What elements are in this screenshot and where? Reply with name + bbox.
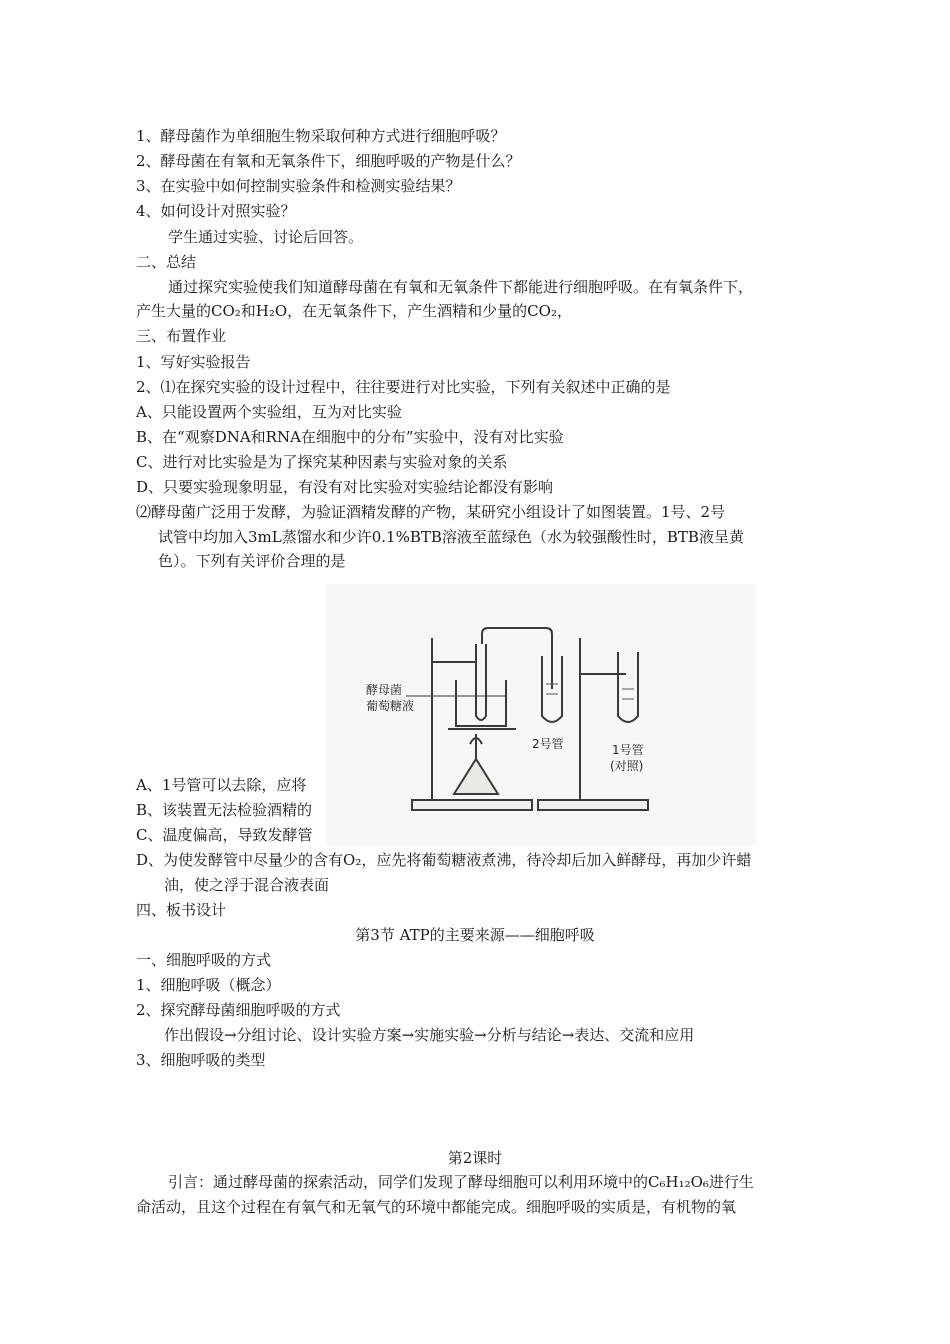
left-stand-base — [412, 800, 532, 810]
q2-line-2: 试管中均加入3mL蒸馏水和少许0.1%BTB溶液至蓝绿色（水为较强酸性时，BTB液呈黄 — [158, 528, 744, 546]
q1-option-c: C、进行对比实验是为了探究某种因素与实验对象的关系 — [136, 453, 508, 471]
tube-1 — [618, 652, 638, 722]
lesson-2-title: 第2课时 — [447, 1149, 503, 1167]
q1-option-d: D、只要实验现象明显，有没有对比实验对实验结论都没有影响 — [136, 478, 554, 496]
homework-1: 1、写好实验报告 — [136, 353, 251, 371]
label-tube-1-note: (对照) — [610, 759, 644, 773]
board-item-2: 1、细胞呼吸（概念） — [136, 976, 281, 994]
label-tube-1: 1号管 — [612, 743, 644, 757]
intro-line-1: 引言：通过酵母菌的探索活动，同学们发现了酵母细胞可以利用环境中的C₆H₁₂O₆进行生 — [168, 1173, 754, 1191]
question-3: 3、在实验中如何控制实验条件和检测实验结果？ — [136, 177, 461, 195]
q2-option-d: D、为使发酵管中尽量少的含有O₂，应先将葡萄糖液煮沸，待冷却后加入鲜酵母，再加少许蜡 — [136, 851, 752, 869]
question-2: 2、酵母菌在有氧和无氧条件下，细胞呼吸的产物是什么？ — [136, 152, 521, 170]
board-item-1: 一、细胞呼吸的方式 — [136, 951, 272, 969]
students-answer: 学生通过实验、讨论后回答。 — [168, 228, 364, 246]
section-3-title: 三、布置作业 — [136, 327, 227, 345]
section-4-title: 四、板书设计 — [136, 901, 227, 919]
right-stand-base — [538, 800, 648, 810]
summary-line-1: 通过探究实验使我们知道酵母菌在有氧和无氧条件下都能进行细胞呼吸。在有氧条件下， — [168, 278, 754, 296]
q2-option-c: C、温度偏高，导致发酵管 — [136, 826, 313, 844]
q2-option-a: A、1号管可以去除，应将 — [136, 776, 307, 794]
q1-option-a: A、只能设置两个实验组，互为对比实验 — [136, 403, 402, 421]
label-tube-2: 2号管 — [532, 737, 564, 751]
q2-line-1: ⑵酵母菌广泛用于发酵，为验证酒精发酵的产物，某研究小组设计了如图装置。1号、2号 — [136, 503, 726, 521]
intro-line-2: 命活动，且这个过程在有氧气和无氧气的环境中都能完成。细胞呼吸的实质是，有机物的氧 — [136, 1198, 737, 1216]
section-2-title: 二、总结 — [136, 253, 197, 271]
board-flow: 作出假设→分组讨论、设计实验方案→实施实验→分析与结论→表达、交流和应用 — [164, 1026, 695, 1044]
question-4: 4、如何设计对照实验？ — [136, 202, 296, 220]
fermentation-tube — [476, 644, 486, 720]
q2-line-3: 色）。下列有关评价合理的是 — [158, 552, 346, 570]
alcohol-lamp — [454, 759, 498, 794]
apparatus-figure — [326, 584, 756, 846]
q2-option-d-cont: 油，使之浮于混合液表面 — [164, 876, 330, 894]
question-1: 1、酵母菌作为单细胞生物采取何种方式进行细胞呼吸？ — [136, 127, 506, 145]
board-title: 第3节 ATP的主要来源——细胞呼吸 — [355, 926, 595, 944]
summary-line-2: 产生大量的CO₂和H₂O，在无氧条件下，产生酒精和少量的CO₂， — [136, 302, 572, 320]
q2-option-b: B、该装置无法检验酒精的 — [136, 801, 313, 819]
label-glucose: 葡萄糖液 — [366, 699, 415, 713]
board-item-3: 2、探究酵母菌细胞呼吸的方式 — [136, 1001, 341, 1019]
board-item-4: 3、细胞呼吸的类型 — [136, 1051, 266, 1069]
label-yeast: 酵母菌 — [366, 683, 403, 697]
q1-option-b: B、在“观察DNA和RNA在细胞中的分布”实验中，没有对比实验 — [136, 428, 564, 446]
homework-2-intro: 2、⑴在探究实验的设计过程中，往往要进行对比实验，下列有关叙述中正确的是 — [136, 378, 671, 396]
